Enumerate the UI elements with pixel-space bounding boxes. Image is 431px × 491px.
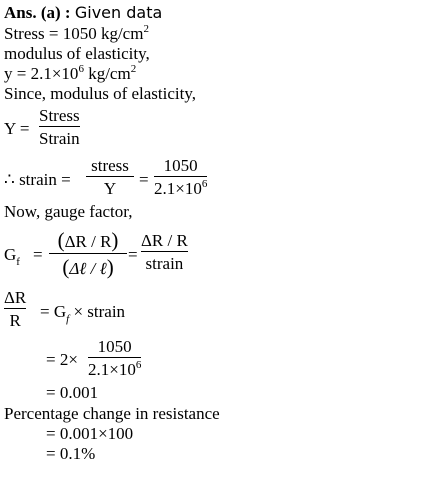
fraction-bar [154, 176, 207, 177]
gf-symbol: = G [40, 302, 67, 321]
step1-lhs: = 2× [46, 350, 78, 369]
answer-heading [4, 4, 162, 21]
fraction-denominator: Y [103, 179, 117, 198]
left-paren: ( [62, 255, 70, 279]
delta-r-over-r-fraction [4, 289, 26, 329]
denominator-exponent: 6 [135, 359, 142, 371]
calculation-step-4: = 0.1% [46, 444, 96, 463]
fraction-numerator: stress [91, 156, 129, 175]
equals-sign: = [33, 245, 43, 264]
fraction-denominator: Strain [39, 129, 80, 148]
gf-subscript: f [66, 313, 70, 325]
calculation-step-2: = 0.001 [46, 383, 99, 402]
fraction-numerator: Stress [39, 106, 80, 125]
delta-r-over-strain-fraction [141, 232, 188, 272]
left-paren: ( [57, 228, 65, 252]
fraction-bar [141, 251, 188, 252]
modulus-label: modulus of elasticity, [4, 44, 150, 63]
y-unit-exponent: 2 [130, 63, 137, 75]
percentage-label: Percentage change in resistance [4, 404, 220, 423]
equals-sign: = [139, 170, 149, 189]
fraction-bar [39, 126, 80, 127]
right-paren: ) [111, 228, 119, 252]
fraction-bar [4, 308, 26, 309]
gf-symbol: G [4, 245, 17, 264]
given-data-label: Given data [74, 3, 163, 22]
fraction-bar [88, 357, 141, 358]
fraction-denominator [154, 180, 207, 197]
step1-fraction [88, 338, 141, 378]
strain-lhs: ∴ strain = [4, 170, 71, 189]
answer-label: Ans. (a) : [4, 3, 71, 22]
gf-subscript: f [16, 256, 20, 268]
fraction-numerator: ΔR / R [141, 231, 188, 250]
stress-over-y-fraction [86, 157, 134, 197]
since-line: Since, modulus of elasticity, [4, 84, 197, 103]
y-lhs: Y = [4, 119, 30, 138]
stress-text: Stress = 1050 kg/cm [4, 24, 144, 43]
y-exponent: 6 [78, 63, 84, 75]
fraction-numerator [49, 230, 127, 251]
y-unit: kg/cm [83, 64, 131, 83]
stress-strain-fraction [39, 107, 80, 147]
calculation-step-3: = 0.001×100 [46, 424, 134, 443]
right-paren: ) [106, 255, 114, 279]
fraction-denominator [88, 361, 141, 378]
equals-sign-2: = [128, 245, 138, 264]
numerator-text: ΔR / R [64, 232, 112, 251]
y-line [4, 65, 136, 82]
times-strain: × strain [69, 302, 126, 321]
denominator-text: Δℓ / ℓ [69, 259, 107, 278]
stress-line [4, 25, 149, 42]
fraction-numerator: 1050 [163, 156, 198, 175]
fraction-bar [49, 253, 127, 254]
fraction-bar [86, 176, 134, 177]
denominator-base: 2.1×10 [154, 179, 202, 198]
relative-change-fraction [49, 230, 127, 278]
denominator-exponent: 6 [201, 178, 208, 190]
fraction-denominator [49, 257, 127, 278]
fraction-denominator: strain [145, 254, 184, 273]
denominator-base: 2.1×10 [88, 360, 136, 379]
fraction-denominator: R [9, 311, 21, 330]
stress-unit-exponent: 2 [143, 23, 149, 35]
value-fraction [154, 157, 207, 197]
y-value: y = 2.1×10 [4, 64, 79, 83]
fraction-numerator: ΔR [4, 288, 27, 307]
gauge-factor-line: Now, gauge factor, [4, 202, 133, 221]
gf-lhs [4, 245, 20, 268]
delta-r-rhs [40, 302, 126, 325]
fraction-numerator: 1050 [97, 337, 132, 356]
